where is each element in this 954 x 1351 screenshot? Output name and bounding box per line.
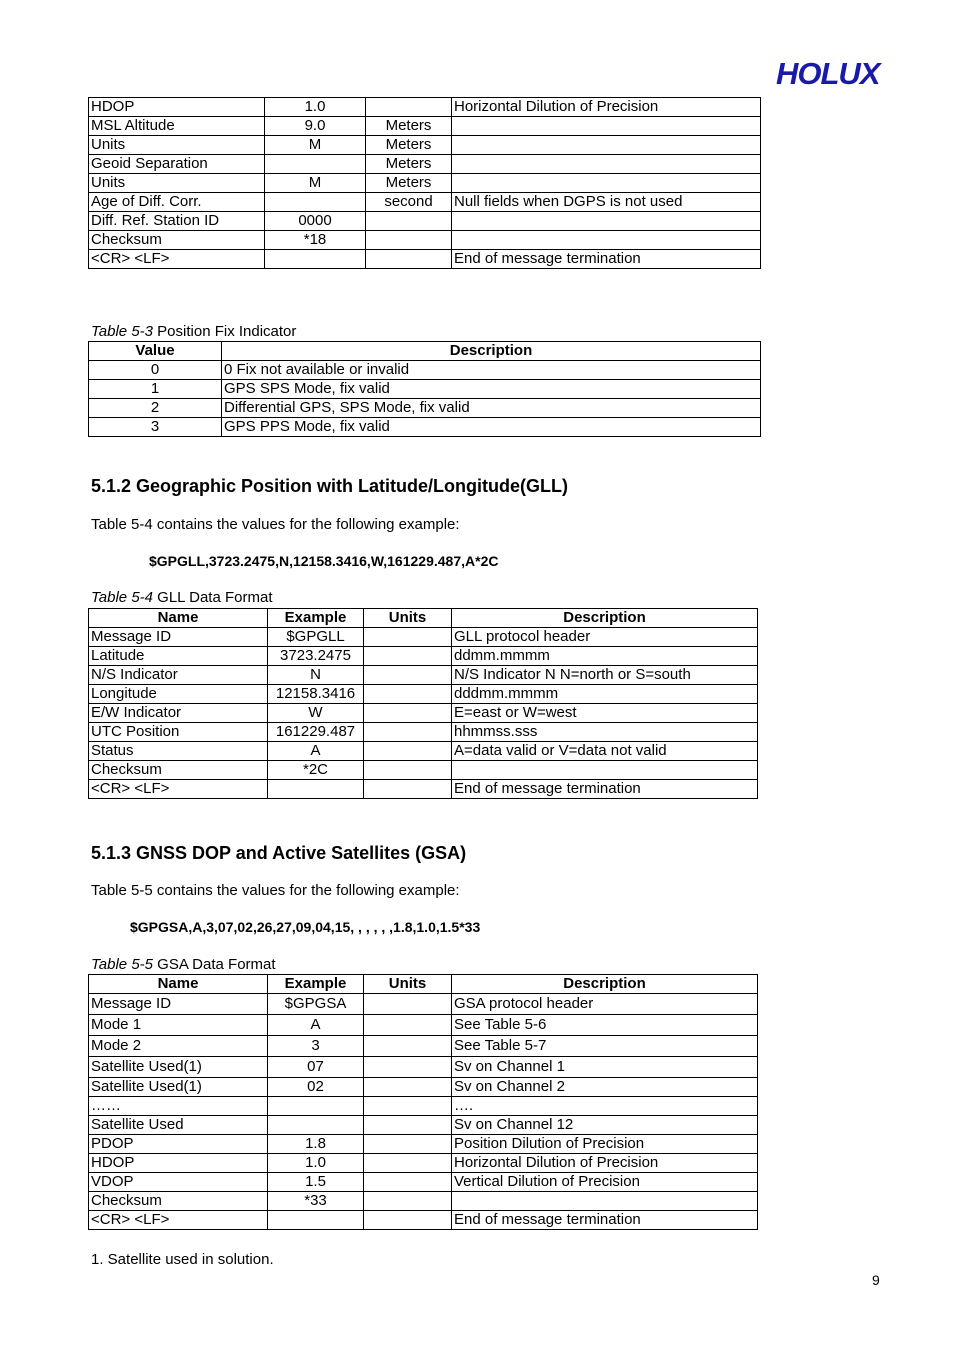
table-cell: Position Dilution of Precision (452, 1135, 758, 1154)
table-cell (364, 685, 452, 704)
gsa-heading: 5.1.3 GNSS DOP and Active Satellites (GSA) (91, 843, 467, 863)
table-cell: Satellite Used(1) (89, 1078, 268, 1097)
table-cell (366, 98, 452, 117)
table-cell: 0 (89, 361, 222, 380)
table-cell: Differential GPS, SPS Mode, fix valid (222, 399, 761, 418)
table-cell: $GPGSA (268, 994, 364, 1015)
table-cell: 07 (268, 1057, 364, 1078)
table-cell: A=data valid or V=data not valid (452, 742, 758, 761)
table-cell (366, 231, 452, 250)
table-cell: E/W Indicator (89, 704, 268, 723)
table-cell: Sv on Channel 2 (452, 1078, 758, 1097)
table-5-5-caption (91, 956, 276, 973)
table-cell: Meters (366, 136, 452, 155)
table-cell: Sv on Channel 1 (452, 1057, 758, 1078)
table-row (89, 1097, 758, 1116)
table-cell (364, 704, 452, 723)
header-cell: Units (364, 975, 452, 994)
table-cell (364, 666, 452, 685)
table-cell (366, 212, 452, 231)
table-cell: A (268, 742, 364, 761)
table-cell: Satellite Used(1) (89, 1057, 268, 1078)
table-cell: 02 (268, 1078, 364, 1097)
table-cell: GPS PPS Mode, fix valid (222, 418, 761, 437)
table-cell: End of message termination (452, 250, 761, 269)
table-cell: *33 (268, 1192, 364, 1211)
table-cell (268, 1116, 364, 1135)
table-cell (364, 994, 452, 1015)
table-cell: GSA protocol header (452, 994, 758, 1015)
header-cell: Description (452, 975, 758, 994)
table-cell (364, 1173, 452, 1192)
position-fix-table (88, 341, 761, 437)
caption-text: Position Fix Indicator (153, 323, 297, 340)
table-cell (452, 155, 761, 174)
table-cell: Meters (366, 174, 452, 193)
table-row (89, 1135, 758, 1154)
table-cell: 3 (89, 418, 222, 437)
table-row (89, 117, 761, 136)
table-cell: ddmm.mmmm (452, 647, 758, 666)
table-cell (364, 1057, 452, 1078)
table-row (89, 399, 761, 418)
table-cell (265, 250, 366, 269)
table-cell: Units (89, 136, 265, 155)
table-row (89, 380, 761, 399)
header-cell: Description (452, 609, 758, 628)
gll-intro: Table 5-4 contains the values for the following example: (91, 516, 460, 533)
table-row (89, 761, 758, 780)
table-cell (268, 780, 364, 799)
table-cell: <CR> <LF> (89, 780, 268, 799)
table-cell (265, 155, 366, 174)
table-cell (452, 761, 758, 780)
gsa-intro: Table 5-5 contains the values for the following example: (91, 882, 460, 899)
table-row (89, 1015, 758, 1036)
table-cell: 1.0 (268, 1154, 364, 1173)
table-cell: Message ID (89, 994, 268, 1015)
table-row (89, 685, 758, 704)
table-cell (364, 1192, 452, 1211)
table-cell: Age of Diff. Corr. (89, 193, 265, 212)
header-cell: Units (364, 609, 452, 628)
table-row (89, 361, 761, 380)
table-cell (364, 628, 452, 647)
header-cell: Example (268, 975, 364, 994)
table-cell: 1.8 (268, 1135, 364, 1154)
table-cell (268, 1211, 364, 1230)
table-cell: dddmm.mmmm (452, 685, 758, 704)
table-cell: Message ID (89, 628, 268, 647)
table-cell: N (268, 666, 364, 685)
table-cell: Geoid Separation (89, 155, 265, 174)
table-row (89, 1078, 758, 1097)
table-cell (364, 1078, 452, 1097)
table-cell (452, 212, 761, 231)
page-number: 9 (872, 1272, 880, 1288)
table-5-4-caption (91, 589, 273, 606)
table-cell: Meters (366, 155, 452, 174)
table-cell: See Table 5-6 (452, 1015, 758, 1036)
table-5-3-caption (91, 323, 296, 340)
table-cell: E=east or W=west (452, 704, 758, 723)
table-row (89, 742, 758, 761)
table-cell (364, 1097, 452, 1116)
table-cell (364, 742, 452, 761)
table-row (89, 174, 761, 193)
table-row (89, 647, 758, 666)
table-row (89, 1036, 758, 1057)
table-cell (268, 1097, 364, 1116)
table-row (89, 1154, 758, 1173)
table-cell: M (265, 136, 366, 155)
table-cell: 2 (89, 399, 222, 418)
table-cell: Units (89, 174, 265, 193)
table-cell: hhmmss.sss (452, 723, 758, 742)
gll-example: $GPGLL,3723.2475,N,12158.3416,W,161229.487,A*2C (149, 553, 499, 569)
table-cell: 0 Fix not available or invalid (222, 361, 761, 380)
header-cell: Name (89, 609, 268, 628)
table-row (89, 1192, 758, 1211)
table-row (89, 1057, 758, 1078)
table-cell (452, 136, 761, 155)
table-cell: 3723.2475 (268, 647, 364, 666)
table-cell (364, 761, 452, 780)
table-row (89, 723, 758, 742)
table-cell: GLL protocol header (452, 628, 758, 647)
gsa-table (88, 974, 758, 1230)
table-cell: 12158.3416 (268, 685, 364, 704)
table-row (89, 98, 761, 117)
table-cell: 3 (268, 1036, 364, 1057)
table-cell: M (265, 174, 366, 193)
table-cell: End of message termination (452, 780, 758, 799)
table-cell (366, 250, 452, 269)
table-cell: Checksum (89, 231, 265, 250)
table-cell: 0000 (265, 212, 366, 231)
table-cell (452, 174, 761, 193)
table-cell: Sv on Channel 12 (452, 1116, 758, 1135)
table-cell: second (366, 193, 452, 212)
table-cell: Horizontal Dilution of Precision (452, 1154, 758, 1173)
table-cell (364, 1135, 452, 1154)
table-cell: Null fields when DGPS is not used (452, 193, 761, 212)
table-cell: W (268, 704, 364, 723)
header-cell: Name (89, 975, 268, 994)
table-cell: VDOP (89, 1173, 268, 1192)
table-cell: Vertical Dilution of Precision (452, 1173, 758, 1192)
table-cell: Meters (366, 117, 452, 136)
caption-label: Table 5-3 (91, 323, 153, 340)
table-cell: See Table 5-7 (452, 1036, 758, 1057)
table-cell: Mode 1 (89, 1015, 268, 1036)
table-cell: Checksum (89, 1192, 268, 1211)
gsa-example: $GPGSA,A,3,07,02,26,27,09,04,15, , , , , ,1.8,1.0,1.5*33 (130, 919, 481, 935)
table-cell (452, 1192, 758, 1211)
table-row (89, 628, 758, 647)
table-cell: End of message termination (452, 1211, 758, 1230)
caption-label: Table 5-4 (91, 589, 153, 606)
table-row (89, 418, 761, 437)
table-cell: PDOP (89, 1135, 268, 1154)
table-cell (364, 1116, 452, 1135)
table-row (89, 155, 761, 174)
table-row (89, 136, 761, 155)
gga-continued-table (88, 97, 761, 269)
table-cell: 1.0 (265, 98, 366, 117)
holux-logo: HOLUX (776, 56, 880, 91)
table-cell: Horizontal Dilution of Precision (452, 98, 761, 117)
table-cell: 1 (89, 380, 222, 399)
table-cell: *2C (268, 761, 364, 780)
table-cell (364, 1211, 452, 1230)
table-row (89, 1211, 758, 1230)
gll-heading: 5.1.2 Geographic Position with Latitude/Longitude(GLL) (91, 476, 568, 496)
table-cell: N/S Indicator (89, 666, 268, 685)
caption-text: GSA Data Format (153, 956, 276, 973)
table-cell: <CR> <LF> (89, 250, 265, 269)
table-cell: Mode 2 (89, 1036, 268, 1057)
table-cell: …… (89, 1097, 268, 1116)
table-cell (364, 1154, 452, 1173)
table-cell: N/S Indicator N N=north or S=south (452, 666, 758, 685)
table-cell: GPS SPS Mode, fix valid (222, 380, 761, 399)
header-cell: Description (222, 342, 761, 361)
table-row (89, 666, 758, 685)
gll-table (88, 608, 758, 799)
table-cell (364, 723, 452, 742)
table-cell: Satellite Used (89, 1116, 268, 1135)
table-cell (364, 647, 452, 666)
table-cell: …. (452, 1097, 758, 1116)
table-cell: MSL Altitude (89, 117, 265, 136)
table-cell: UTC Position (89, 723, 268, 742)
table-row (89, 780, 758, 799)
table-cell: Latitude (89, 647, 268, 666)
table-cell: <CR> <LF> (89, 1211, 268, 1230)
table-cell: A (268, 1015, 364, 1036)
header-cell: Value (89, 342, 222, 361)
table-cell: HDOP (89, 1154, 268, 1173)
caption-text: GLL Data Format (153, 589, 273, 606)
table-row (89, 1173, 758, 1192)
table-cell: Diff. Ref. Station ID (89, 212, 265, 231)
table-row (89, 704, 758, 723)
table-cell: *18 (265, 231, 366, 250)
table-cell (265, 193, 366, 212)
table-cell: Checksum (89, 761, 268, 780)
table-row (89, 212, 761, 231)
table-cell (364, 780, 452, 799)
table-row (89, 193, 761, 212)
gsa-footnote: 1. Satellite used in solution. (91, 1251, 274, 1268)
caption-label: Table 5-5 (91, 956, 153, 973)
table-cell (364, 1015, 452, 1036)
table-cell: HDOP (89, 98, 265, 117)
table-row (89, 250, 761, 269)
table-cell (452, 231, 761, 250)
header-cell: Example (268, 609, 364, 628)
table-cell: Longitude (89, 685, 268, 704)
table-row (89, 231, 761, 250)
table-cell (364, 1036, 452, 1057)
table-row (89, 1116, 758, 1135)
table-cell: 161229.487 (268, 723, 364, 742)
table-cell: 1.5 (268, 1173, 364, 1192)
table-row (89, 994, 758, 1015)
table-cell: 9.0 (265, 117, 366, 136)
table-cell (452, 117, 761, 136)
table-cell: Status (89, 742, 268, 761)
table-cell: $GPGLL (268, 628, 364, 647)
